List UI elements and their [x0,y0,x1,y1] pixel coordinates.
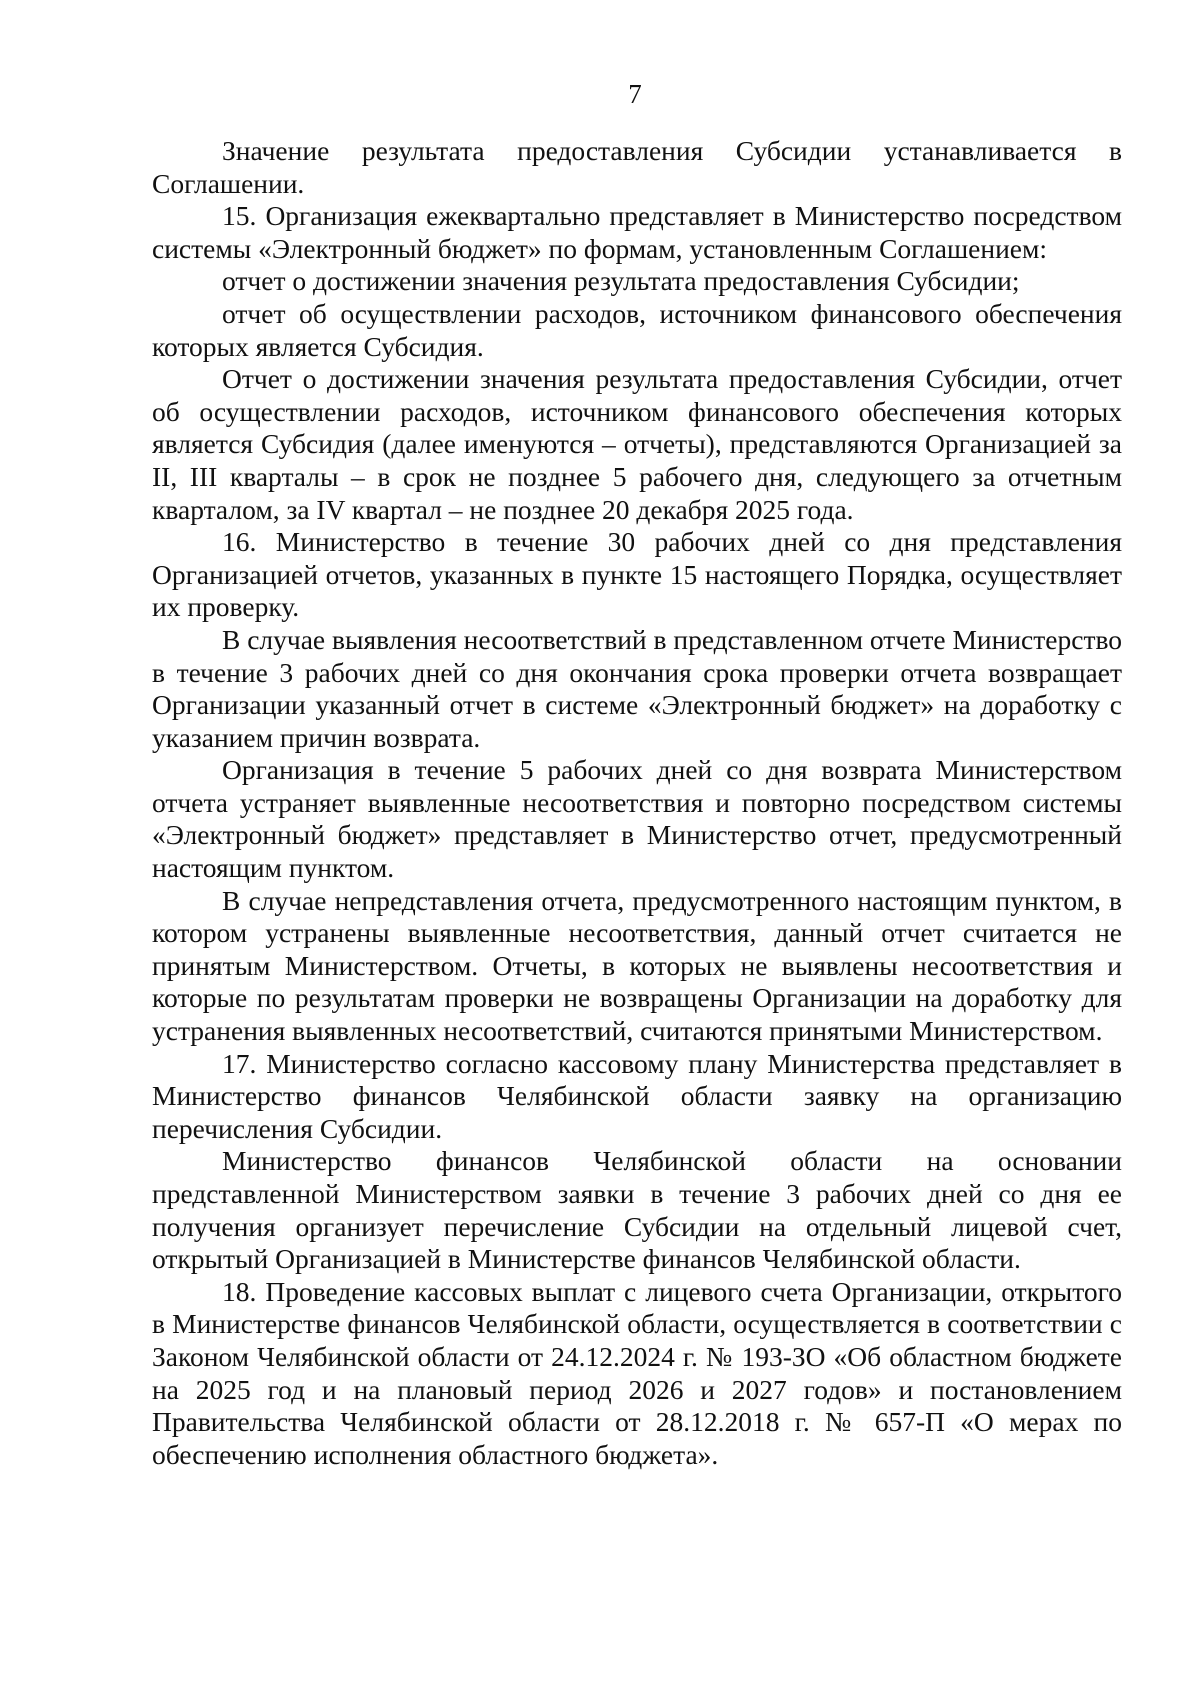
paragraph-transfer: Министерство финансов Челябинской области на основании представленной Министерством заявки в течение 3 рабочих дней со дня ее получения организует перечисление Субсидии на отдельный лицевой счет, открытый Организацией в Министерстве финансов Челябинской области. [152,1145,1122,1275]
paragraph-result-value: Значение результата предоставления Субсидии устанавливается в Соглашении. [152,135,1122,199]
paragraph-item-17: 17. Министерство согласно кассовому плану Министерства представляет в Министерство финансов Челябинской области заявку на организацию перечисления Субсидии. [152,1047,1122,1144]
paragraph-report-achievement: отчет о достижении значения результата предоставления Субсидии; [222,265,1020,297]
paragraph-report-expenses: отчет об осуществлении расходов, источником финансового обеспечения которых является Субсидия. [152,297,1122,362]
paragraph-item-18: 18. Проведение кассовых выплат с лицевого счета Организации, открытого в Министерстве финансов Челябинской области, осуществляется в соответствии с Законом Челябинской области от 24.12.2024 г. № 193-ЗО «Об областном бюджете на 2025 год и на плановый период 2026 и 2027 годов» и постановлением Правительства Челябинской области от 28.12.2018 г. № 657-П «О мерах по обеспечению исполнения областного бюджета». [152,1275,1122,1470]
paragraph-corrections: Организация в течение 5 рабочих дней со дня возврата Министерством отчета устраняет выявленные несоответствия и повторно посредством системы «Электронный бюджет» представляет в Министерство отчет, предусмотренный настоящим пунктом. [152,754,1122,884]
paragraph-nonconformities: В случае выявления несоответствий в представленном отчете Министерство в течение 3 рабочих дней со дня окончания срока проверки отчета возвращает Организации указанный отчет в системе «Электронный бюджет» на доработку с указанием причин возврата. [152,623,1123,753]
paragraph-item-15: 15. Организация ежеквартально представляет в Министерство посредством системы «Электронный бюджет» по формам, установленным Соглашением: [152,200,1122,264]
paragraph-report-deadlines: Отчет о достижении значения результата предоставления Субсидии, отчет об осуществлении расходов, источником финансового обеспечения которых является Субсидия (далее именуются – отчеты), представляются Организацией за II, III кварталы – в срок не позднее 5 рабочего дня, следующего за отчетным кварталом, за IV квартал – не позднее 20 декабря 2025 года. [152,363,1122,525]
document-body [152,135,1122,1471]
paragraph-acceptance: В случае непредставления отчета, предусмотренного настоящим пунктом, в котором устранены выявленные несоответствия, данный отчет считается не принятым Министерством. Отчеты, в которых не выявлены несоответствия и которые по результатам проверки не возвращены Организации на доработку для устранения выявленных несоответствий, считаются принятыми Министерством. [152,884,1122,1047]
paragraph-item-16: 16. Министерство в течение 30 рабочих дней со дня представления Организацией отчетов, указанных в пункте 15 настоящего Порядка, осуществляет их проверку. [152,526,1122,623]
page-number: 7 [628,79,642,109]
